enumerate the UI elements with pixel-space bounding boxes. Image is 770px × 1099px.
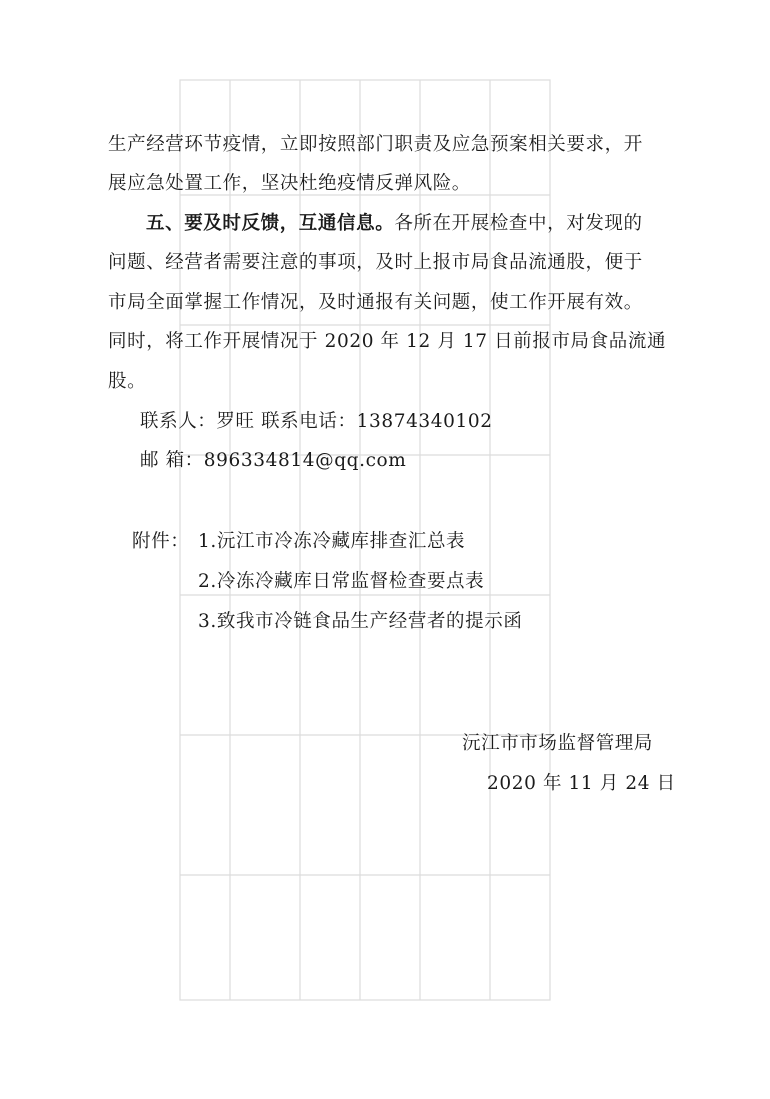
attachment-item: 1.沅江市冷冻冷藏库排查汇总表 — [198, 531, 466, 552]
attachment-item: 2.冷冻冷藏库日常监督检查要点表 — [198, 571, 485, 592]
section5-first-line-rest: 各所在开展检查中，对发现的 — [394, 213, 643, 234]
contact-person-line: 联系人：罗旺 联系电话：13874340102 — [140, 411, 493, 432]
signature-org: 沅江市市场监督管理局 — [462, 733, 654, 754]
body-text-line: 股。 — [108, 371, 147, 392]
section5-heading: 五、要及时反馈，互通信息。 — [146, 213, 395, 234]
body-text-line: 市局全面掌握工作情况，及时通报有关问题，使工作开展有效。 — [108, 292, 643, 313]
contact-email-line: 邮 箱：896334814@qq.com — [140, 450, 407, 471]
body-text-line: 同时，将工作开展情况于 2020 年 12 月 17 日前报市局食品流通 — [108, 331, 667, 352]
attachments-label: 附件： — [132, 531, 190, 552]
signature-date: 2020 年 11 月 24 日 — [487, 773, 676, 794]
body-text-line: 问题、经营者需要注意的事项，及时上报市局食品流通股，便于 — [108, 252, 643, 273]
body-text-line: 生产经营环节疫情，立即按照部门职责及应急预案相关要求，开 — [108, 134, 643, 155]
attachment-item: 3.致我市冷链食品生产经营者的提示函 — [198, 611, 523, 632]
section5-first-line — [146, 212, 746, 236]
body-text-line: 展应急处置工作，坚决杜绝疫情反弹风险。 — [108, 173, 471, 194]
